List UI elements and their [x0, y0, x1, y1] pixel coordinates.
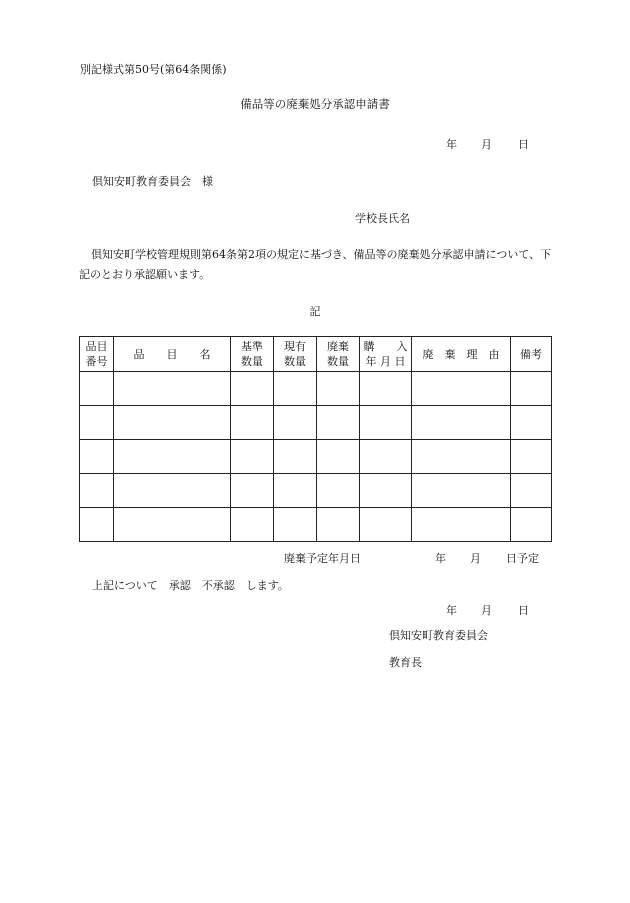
table-cell[interactable]: [274, 406, 317, 440]
disposal-date-label: 廃棄予定年月日: [284, 552, 361, 565]
form-number: 別記様式第50号(第64条関係): [80, 63, 227, 76]
table-cell[interactable]: [80, 474, 114, 508]
header-disposal-reason: 廃 棄 理 由: [412, 337, 511, 372]
table-cell[interactable]: [360, 474, 412, 508]
header-purchase-date: 購 入 年 月 日: [360, 337, 412, 372]
table-cell[interactable]: [274, 508, 317, 542]
board-name: 倶知安町教育委員会: [389, 629, 488, 642]
table-cell[interactable]: [231, 440, 274, 474]
disposal-date-year: 年: [435, 552, 446, 565]
header-item-number: 品目 番号: [80, 337, 114, 372]
header-remarks: 備考: [511, 337, 552, 372]
document-title: [0, 96, 630, 112]
table-cell[interactable]: [274, 440, 317, 474]
header-standard-qty: 基準 数量: [231, 337, 274, 372]
table-cell[interactable]: [511, 508, 552, 542]
table-cell[interactable]: [80, 406, 114, 440]
table-cell[interactable]: [80, 508, 114, 542]
table-header-row: [80, 337, 552, 372]
table-cell[interactable]: [317, 406, 360, 440]
applicant-name-label: 学校長氏名: [355, 212, 410, 225]
addressee: 倶知安町教育委員会 様: [92, 175, 213, 188]
table-cell[interactable]: [80, 440, 114, 474]
table-cell[interactable]: [317, 474, 360, 508]
table-cell[interactable]: [511, 474, 552, 508]
table-cell[interactable]: [412, 440, 511, 474]
approval-date-month: 月: [481, 604, 492, 617]
table-cell[interactable]: [360, 508, 412, 542]
table-cell[interactable]: [231, 508, 274, 542]
table-row: [80, 406, 552, 440]
header-disposal-qty: 廃棄 数量: [317, 337, 360, 372]
items-table: [79, 336, 552, 542]
table-cell[interactable]: [317, 440, 360, 474]
document-title-text: 備品等の廃棄処分承認申請書: [240, 97, 390, 111]
approval-date-day: 日: [518, 604, 529, 617]
table-cell[interactable]: [231, 474, 274, 508]
approval-date-year: 年: [446, 604, 457, 617]
table-cell[interactable]: [511, 406, 552, 440]
table-cell[interactable]: [360, 372, 412, 406]
table-cell[interactable]: [360, 440, 412, 474]
table-row: [80, 372, 552, 406]
application-date-year: 年: [446, 138, 457, 151]
table-cell[interactable]: [412, 508, 511, 542]
table-cell[interactable]: [114, 474, 231, 508]
ki-marker: 記: [309, 305, 321, 318]
table-cell[interactable]: [511, 372, 552, 406]
table-cell[interactable]: [511, 440, 552, 474]
body-text: 倶知安町学校管理規則第64条第2項の規定に基づき、備品等の廃棄処分承認申請について、下記のとおり承認願います。: [79, 248, 552, 281]
application-date-day: 日: [518, 138, 529, 151]
table-cell[interactable]: [412, 372, 511, 406]
disposal-date-month: 月: [470, 552, 481, 565]
table-row: [80, 508, 552, 542]
superintendent-label: 教育長: [389, 656, 422, 669]
table-cell[interactable]: [274, 372, 317, 406]
table-cell[interactable]: [231, 372, 274, 406]
table-cell[interactable]: [317, 508, 360, 542]
table-cell[interactable]: [412, 474, 511, 508]
table-cell[interactable]: [274, 474, 317, 508]
table-cell[interactable]: [231, 406, 274, 440]
header-item-name: 品 目 名: [114, 337, 231, 372]
table-cell[interactable]: [80, 372, 114, 406]
table-cell[interactable]: [360, 406, 412, 440]
table-row: [80, 440, 552, 474]
approval-statement: 上記について 承認 不承認 します。: [92, 579, 289, 592]
table-cell[interactable]: [412, 406, 511, 440]
disposal-date-day-planned: 日予定: [506, 552, 539, 565]
table-row: [80, 474, 552, 508]
header-current-qty: 現有 数量: [274, 337, 317, 372]
table-cell[interactable]: [114, 406, 231, 440]
application-date-month: 月: [481, 138, 492, 151]
table-cell[interactable]: [114, 372, 231, 406]
table-cell[interactable]: [114, 508, 231, 542]
table-cell[interactable]: [114, 440, 231, 474]
table-cell[interactable]: [317, 372, 360, 406]
